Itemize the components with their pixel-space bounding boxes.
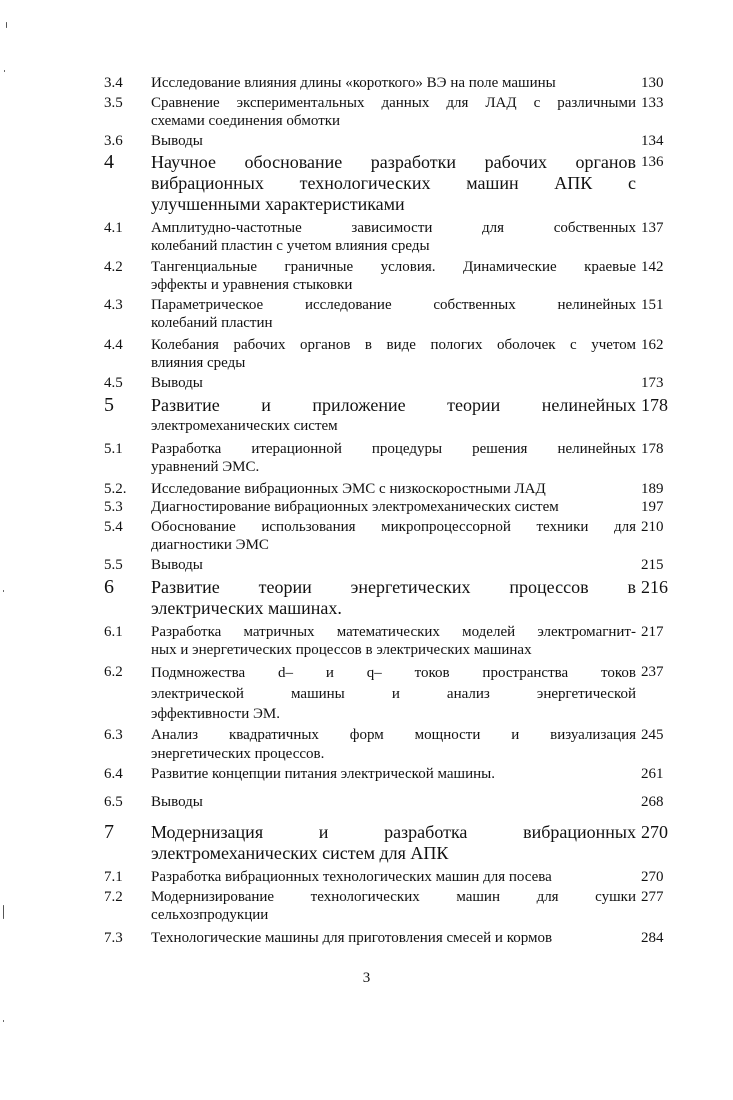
toc-entry-number: 5 — [104, 394, 114, 416]
toc-entry-line: Исследование влияния длины «короткого» ВЭ на поле машины — [151, 75, 556, 91]
toc-entry-title — [151, 480, 636, 498]
toc-entry-title — [151, 765, 636, 783]
toc-entry-number: 7.1 — [104, 869, 123, 885]
toc-entry-title — [151, 296, 636, 332]
toc-entry-title — [151, 152, 636, 215]
toc-entry-page: 173 — [641, 375, 664, 391]
toc-entry-number: 6.1 — [104, 624, 123, 640]
toc-entry-title — [151, 793, 636, 811]
toc-entry-page: 133 — [641, 95, 664, 111]
toc-entry-title — [151, 868, 636, 886]
toc-entry-title — [151, 94, 636, 130]
toc-entry-title — [151, 822, 636, 864]
toc-entry-line: энергетических процессов. — [151, 746, 325, 762]
toc-entry-title — [151, 258, 636, 294]
toc-entry-line: уравнений ЭМС. — [151, 459, 260, 475]
scan-speck — [3, 590, 4, 592]
toc-entry-page: 189 — [641, 481, 664, 497]
toc-entry-page: 237 — [641, 664, 664, 680]
toc-entry-page: 210 — [641, 519, 664, 535]
toc-entry-page: 151 — [641, 297, 664, 313]
toc-entry-title — [151, 440, 636, 476]
toc-entry-title — [151, 336, 636, 372]
toc-entry-line: диагностики ЭМС — [151, 537, 269, 553]
toc-entry-line: Выводы — [151, 133, 203, 149]
toc-entry-line: электромеханических систем для АПК — [151, 843, 449, 863]
toc-entry-number: 4 — [104, 151, 114, 173]
toc-entry-line: Разработка итерационной процедуры решения нелинейных — [151, 441, 636, 457]
toc-entry-line: эффекты и уравнения стыковки — [151, 277, 353, 293]
toc-entry-title — [151, 498, 636, 516]
toc-entry-line: Технологические машины для приготовления смесей и кормов — [151, 930, 553, 946]
toc-entry-page: 215 — [641, 557, 664, 573]
toc-entry-line: эффективности ЭМ. — [151, 706, 280, 722]
toc-entry-title — [151, 374, 636, 392]
toc-entry-line: сельхозпродукции — [151, 907, 269, 923]
toc-entry-page: 136 — [641, 154, 664, 170]
toc-entry-number: 5.4 — [104, 519, 123, 535]
toc-entry-number: 6.2 — [104, 664, 123, 680]
scan-speck — [3, 905, 4, 919]
toc-entry-line: улучшенными характеристиками — [151, 194, 405, 214]
toc-entry-number: 6.5 — [104, 794, 123, 810]
toc-entry-page: 217 — [641, 624, 664, 640]
toc-entry-page: 142 — [641, 259, 664, 275]
toc-entry-line: Разработка вибрационных технологических машин для посева — [151, 869, 552, 885]
toc-entry-number: 3.4 — [104, 75, 123, 91]
toc-entry-title — [151, 623, 636, 659]
toc-entry-line: Параметрическое исследование собственных нелинейных — [151, 297, 636, 313]
toc-entry-line: Выводы — [151, 375, 203, 391]
toc-entry-line: Сравнение экспериментальных данных для ЛАД с различными — [151, 95, 636, 111]
toc-entry-line: Модернизирование технологических машин для сушки — [151, 889, 636, 905]
toc-entry-line: Выводы — [151, 557, 203, 573]
toc-entry-title — [151, 74, 636, 92]
toc-entry-line: Развитие и приложение теории нелинейных — [151, 395, 636, 415]
toc-entry-page: 277 — [641, 889, 664, 905]
toc-entry-line: Выводы — [151, 794, 203, 810]
toc-entry-title — [151, 395, 636, 437]
page-number: 3 — [362, 970, 371, 986]
toc-entry-line: Тангенциальные граничные условия. Динамические краевые — [151, 259, 636, 275]
toc-entry-title — [151, 663, 636, 724]
toc-entry-line: Модернизация и разработка вибрационных — [151, 822, 636, 842]
toc-entry-line: Колебания рабочих органов в виде пологих оболочек с учетом — [151, 337, 636, 353]
toc-entry-title — [151, 577, 636, 619]
toc-entry-number: 5.5 — [104, 557, 123, 573]
toc-entry-page: 284 — [641, 930, 664, 946]
toc-entry-number: 7 — [104, 821, 114, 843]
toc-entry-number: 4.1 — [104, 220, 123, 236]
toc-entry-line: Научное обоснование разработки рабочих органов — [151, 152, 636, 172]
toc-entry-line: вибрационных технологических машин АПК с — [151, 173, 636, 193]
toc-entry-number: 5.3 — [104, 499, 123, 515]
toc-entry-line: ных и энергетических процессов в электрических машинах — [151, 642, 532, 658]
toc-entry-number: 6.4 — [104, 766, 123, 782]
toc-entry-title — [151, 518, 636, 554]
toc-entry-line: Исследование вибрационных ЭМС с низкоскоростными ЛАД — [151, 481, 546, 497]
toc-entry-title — [151, 219, 636, 255]
toc-entry-line: электромеханических систем — [151, 418, 338, 434]
toc-entry-page: 137 — [641, 220, 664, 236]
toc-entry-line: Развитие концепции питания электрической машины. — [151, 766, 495, 782]
scan-speck — [3, 1020, 4, 1022]
toc-entry-number: 4.3 — [104, 297, 123, 313]
toc-entry-line: колебаний пластин — [151, 315, 273, 331]
toc-entry-number: 4.4 — [104, 337, 123, 353]
toc-entry-title — [151, 888, 636, 924]
toc-entry-title — [151, 929, 636, 947]
toc-entry-page: 261 — [641, 766, 664, 782]
toc-entry-number: 4.2 — [104, 259, 123, 275]
toc-entry-page: 270 — [641, 822, 668, 842]
toc-entry-number: 5.1 — [104, 441, 123, 457]
toc-entry-page: 178 — [641, 441, 664, 457]
toc-entry-line: электрических машинах. — [151, 598, 342, 618]
toc-entry-page: 130 — [641, 75, 664, 91]
toc-entry-page: 270 — [641, 869, 664, 885]
toc-entry-line: схемами соединения обмотки — [151, 113, 341, 129]
toc-entry-line: Подмножества d– и q– токов пространства токов — [151, 665, 636, 681]
toc-entry-line: Амплитудно-частотные зависимости для собственных — [151, 220, 636, 236]
toc-entry-title — [151, 132, 636, 150]
toc-entry-page: 197 — [641, 499, 664, 515]
toc-entry-line: Обоснование использования микропроцессорной техники для — [151, 519, 636, 535]
toc-entry-page: 162 — [641, 337, 664, 353]
toc-entry-number: 6 — [104, 576, 114, 598]
scan-speck — [4, 70, 5, 72]
toc-entry-number: 5.2. — [104, 481, 127, 497]
toc-entry-number: 7.3 — [104, 930, 123, 946]
toc-entry-number: 7.2 — [104, 889, 123, 905]
toc-entry-line: Анализ квадратичных форм мощности и визуализация — [151, 727, 636, 743]
toc-entry-number: 3.6 — [104, 133, 123, 149]
toc-entry-title — [151, 556, 636, 574]
toc-entry-title — [151, 726, 636, 764]
toc-entry-line: влияния среды — [151, 355, 246, 371]
toc-entry-number: 6.3 — [104, 727, 123, 743]
toc-entry-number: 4.5 — [104, 375, 123, 391]
toc-entry-page: 178 — [641, 395, 668, 415]
toc-entry-line: электрической машины и анализ энергетической — [151, 686, 636, 702]
toc-entry-page: 268 — [641, 794, 664, 810]
toc-entry-line: колебаний пластин с учетом влияния среды — [151, 238, 430, 254]
toc-entry-page: 216 — [641, 577, 668, 597]
toc-entry-page: 134 — [641, 133, 664, 149]
toc-entry-line: Развитие теории энергетических процессов в — [151, 577, 636, 597]
scan-speck — [6, 22, 7, 28]
toc-entry-number: 3.5 — [104, 95, 123, 111]
toc-entry-page: 245 — [641, 727, 664, 743]
toc-entry-line: Диагностирование вибрационных электромеханических систем — [151, 499, 559, 515]
toc-entry-line: Разработка матричных математических моделей электромагнит- — [151, 624, 636, 640]
